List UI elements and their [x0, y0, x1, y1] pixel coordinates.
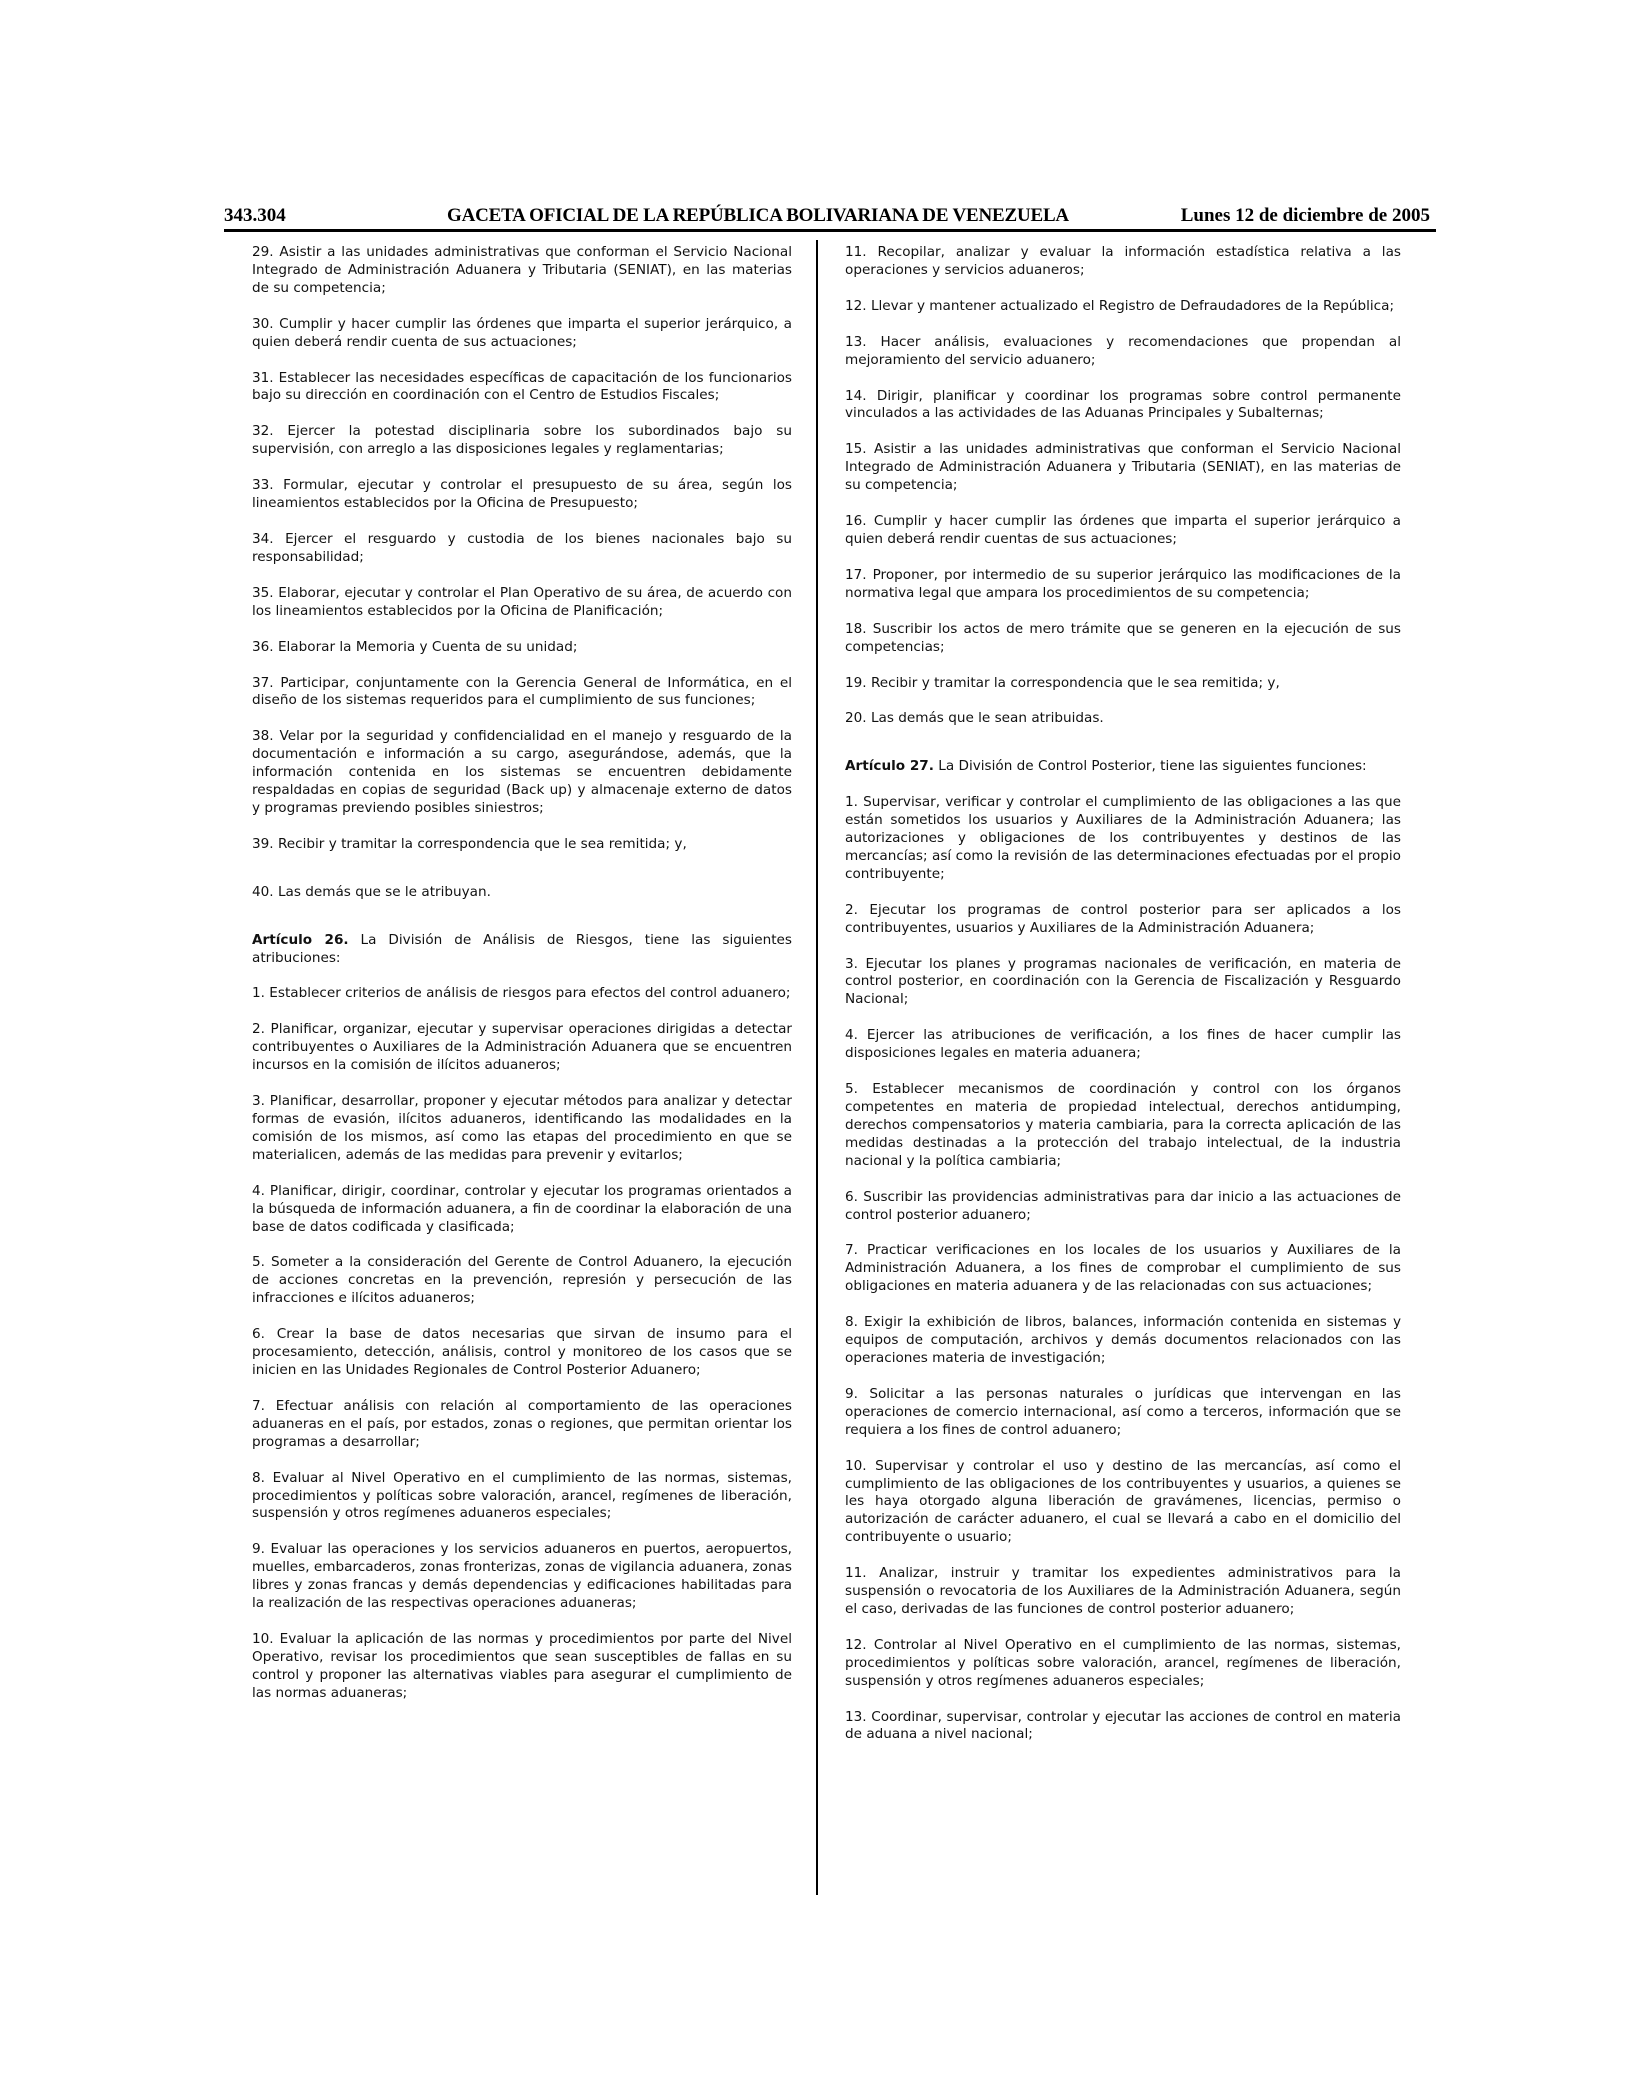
item-39: 39. Recibir y tramitar la correspondencia que le sea remitida; y, — [252, 835, 687, 852]
item-32: 32. Ejercer la potestad disciplinaria sobre los subordinados bajo su supervisión, con arreglo a las disposiciones legales y reglamentarias; — [252, 423, 792, 458]
art27-item-12: 12. Controlar al Nivel Operativo en el cumplimiento de las normas, sistemas, procedimientos y políticas sobre valoración, arancel, regímenes de liberación, suspensión y otros regímenes aduaneros especiales; — [845, 1636, 1401, 1689]
art26-item-9: 9. Evaluar las operaciones y los servicios aduaneros en puertos, aeropuertos, muelles, embarcaderos, zonas fronterizas, zonas de vigilancia aduanera, zonas libres y zonas francas y demás dependencias y edificaciones habilitadas para la realización de las respectivas operaciones aduaneras; — [252, 1541, 792, 1612]
art27-item-10: 10. Supervisar y controlar el uso y destino de las mercancías, así como el cumplimiento de las obligaciones de los contribuyentes y usuarios, a quienes se les haya otorgado alguna liberación de gravámenes, licencias, permiso o autorización de carácter aduanero, el cual se llevará a cabo en el domicilio del contribuyente o usuario; — [845, 1457, 1401, 1546]
right-column — [845, 244, 1401, 1762]
left-column — [252, 244, 792, 1721]
article-27-text: La División de Control Posterior, tiene las siguientes funciones: — [933, 758, 1367, 775]
article-26-label: Artículo 26. — [252, 931, 349, 948]
column-divider — [816, 240, 818, 1895]
item-31: 31. Establecer las necesidades específicas de capacitación de los funcionarios bajo su dirección en coordinación con el Centro de Estudios Fiscales; — [252, 369, 792, 404]
item-29: 29. Asistir a las unidades administrativas que conforman el Servicio Nacional Integrado de Administración Aduanera y Tributaria (SENIAT), en las materias de su competencia; — [252, 244, 792, 296]
art26-item-14: 14. Dirigir, planificar y coordinar los programas sobre control permanente vinculados a las actividades de las Aduanas Principales y Subalternas; — [845, 387, 1401, 422]
art27-item-2: 2. Ejecutar los programas de control posterior para ser aplicados a los contribuyentes, usuarios y Auxiliares de la Administración Aduanera; — [845, 901, 1401, 936]
art26-item-5: 5. Someter a la consideración del Gerente de Control Aduanero, la ejecución de acciones concretas en la prevención, represión y persecución de las infracciones e ilícitos aduaneros; — [252, 1254, 792, 1307]
art26-item-1: 1. Establecer criterios de análisis de riesgos para efectos del control aduanero; — [252, 985, 791, 1002]
art27-item-8: 8. Exigir la exhibición de libros, balances, información contenida en sistemas y equipos de computación, archivos y demás documentos relacionados con las operaciones materia de investigación; — [845, 1314, 1401, 1366]
page-number: 343.304 — [224, 205, 286, 226]
art26-item-13: 13. Hacer análisis, evaluaciones y recomendaciones que propendan al mejoramiento del servicio aduanero; — [845, 333, 1401, 368]
art27-item-13: 13. Coordinar, supervisar, controlar y ejecutar las acciones de control en materia de aduana a nivel nacional; — [845, 1708, 1401, 1743]
art26-item-12: 12. Llevar y mantener actualizado el Registro de Defraudadores de la República; — [845, 297, 1395, 314]
item-34: 34. Ejercer el resguardo y custodia de los bienes nacionales bajo su responsabilidad; — [252, 530, 792, 565]
item-30: 30. Cumplir y hacer cumplir las órdenes que imparta el superior jerárquico, a quien deberá rendir cuenta de sus actuaciones; — [252, 315, 792, 350]
art26-item-17: 17. Proponer, por intermedio de su superior jerárquico las modificaciones de la normativa legal que ampara los procedimientos de su competencia; — [845, 566, 1401, 601]
item-38: 38. Velar por la seguridad y confidencialidad en el manejo y resguardo de la documentación e información a su cargo, asegurándose, además, que la información contenida en los sistemas se encuentren debidamente respaldadas en copias de seguridad (Back up) y almacenaje externo de datos y programas previendo posibles siniestros; — [252, 728, 792, 816]
art27-item-4: 4. Ejercer las atribuciones de verificación, a los fines de hacer cumplir las disposiciones legales en materia aduanera; — [845, 1027, 1401, 1062]
art27-item-7: 7. Practicar verificaciones en los locales de los usuarios y Auxiliares de la Administración Aduanera, a los fines de comprobar el cumplimiento de sus obligaciones en materia aduanera y de las relacionadas con sus actuaciones; — [845, 1242, 1401, 1295]
art26-item-6: 6. Crear la base de datos necesarias que sirvan de insumo para el procesamiento, detección, análisis, control y monitoreo de los casos que se inicien en las Unidades Regionales de Control Posterior Aduanero; — [252, 1326, 792, 1378]
article-27-label: Artículo 27. — [845, 758, 934, 775]
art27-item-9: 9. Solicitar a las personas naturales o jurídicas que intervengan en las operaciones de comercio internacional, así como a terceros, información que se requiera a los fines de control aduanero; — [845, 1385, 1401, 1438]
header-rule — [224, 229, 1436, 232]
art26-item-20: 20. Las demás que le sean atribuidas. — [845, 710, 1104, 727]
art27-item-1: 1. Supervisar, verificar y controlar el cumplimiento de las obligaciones a las que están sometidos los usuarios y Auxiliares de la Administración Aduanera; las autorizaciones y obligaciones de los contribuyentes y destinos de las mercancías; así como la revisión de las determinaciones efectuadas por el propio contribuyente; — [845, 794, 1401, 882]
art26-item-11: 11. Recopilar, analizar y evaluar la información estadística relativa a las operaciones y servicios aduaneros; — [845, 244, 1401, 278]
item-37: 37. Participar, conjuntamente con la Gerencia General de Informática, en el diseño de los sistemas requeridos para el cumplimiento de sus funciones; — [252, 674, 792, 709]
art26-item-2: 2. Planificar, organizar, ejecutar y supervisar operaciones dirigidas a detectar contribuyentes o Auxiliares de la Administración Aduanera que se encuentren incursos en la comisión de ilícitos aduaneros; — [252, 1021, 792, 1074]
article-26-heading — [252, 932, 792, 968]
item-33: 33. Formular, ejecutar y controlar el presupuesto de su área, según los lineamientos establecidos por la Oficina de Presupuesto; — [252, 477, 792, 512]
art26-item-3: 3. Planificar, desarrollar, proponer y ejecutar métodos para analizar y detectar formas de evasión, ilícitos aduaneros, identificando las modalidades en la comisión de los mismos, así como las etapas del procedimiento en que se materialicen, además de las medidas para prevenir y evitarlos; — [252, 1093, 792, 1163]
item-40: 40. Las demás que se le atribuyan. — [252, 883, 491, 900]
art27-item-5: 5. Establecer mecanismos de coordinación y control con los órganos competentes en materia de propiedad intelectual, derechos antidumping, derechos compensatorios y materia cambiaria, para la correcta aplicación de las medidas destinadas a la protección del trabajo intelectual, de la industria nacional y la política cambiaria; — [845, 1081, 1401, 1169]
gazette-title: GACETA OFICIAL DE LA REPÚBLICA BOLIVARIANA DE VENEZUELA — [447, 205, 1069, 226]
art26-item-4: 4. Planificar, dirigir, coordinar, controlar y ejecutar los programas orientados a la búsqueda de información aduanera, a fin de coordinar la elaboración de una base de datos codificada y clasificada; — [252, 1182, 792, 1235]
article-27-heading — [845, 758, 1401, 776]
art26-item-16: 16. Cumplir y hacer cumplir las órdenes que imparta el superior jerárquico a quien deberá rendir cuentas de sus actuaciones; — [845, 513, 1401, 547]
article-26-text: La División de Análisis de Riesgos, tiene las siguientes atribuciones: — [252, 931, 792, 966]
art26-item-7: 7. Efectuar análisis con relación al comportamiento de las operaciones aduaneras en el país, por estados, zonas o regiones, que permitan orientar los programas a desarrollar; — [252, 1397, 792, 1450]
art27-item-11: 11. Analizar, instruir y tramitar los expedientes administrativos para la suspensión o revocatoria de los Auxiliares de la Administración Aduanera, según el caso, derivadas de las funciones de control posterior aduanero; — [845, 1565, 1401, 1617]
art26-item-10: 10. Evaluar la aplicación de las normas y procedimientos por parte del Nivel Operativo, revisar los procedimientos que sean susceptibles de fallas en su control y proponer las alternativas viables para asegurar el cumplimiento de las normas aduaneras; — [252, 1630, 792, 1701]
art27-item-6: 6. Suscribir las providencias administrativas para dar inicio a las actuaciones de control posterior aduanero; — [845, 1188, 1401, 1223]
item-35: 35. Elaborar, ejecutar y controlar el Plan Operativo de su área, de acuerdo con los lineamientos establecidos por la Oficina de Planificación; — [252, 584, 792, 619]
issue-date: Lunes 12 de diciembre de 2005 — [1180, 205, 1430, 226]
art26-item-19: 19. Recibir y tramitar la correspondencia que le sea remitida; y, — [845, 674, 1280, 691]
art26-item-8: 8. Evaluar al Nivel Operativo en el cumplimiento de las normas, sistemas, procedimientos y políticas sobre valoración, arancel, regímenes de liberación, suspensión y otros regímenes aduaneros especiales; — [252, 1469, 792, 1522]
art26-item-18: 18. Suscribir los actos de mero trámite que se generen en la ejecución de sus competencias; — [845, 620, 1401, 655]
art26-item-15: 15. Asistir a las unidades administrativas que conforman el Servicio Nacional Integrado de Administración Aduanera y Tributaria (SENIAT), en las materias de su competencia; — [845, 441, 1401, 494]
item-36: 36. Elaborar la Memoria y Cuenta de su unidad; — [252, 638, 578, 655]
art27-item-3: 3. Ejecutar los planes y programas nacionales de verificación, en materia de control posterior, en coordinación con la Gerencia de Fiscalización y Resguardo Nacional; — [845, 955, 1401, 1008]
